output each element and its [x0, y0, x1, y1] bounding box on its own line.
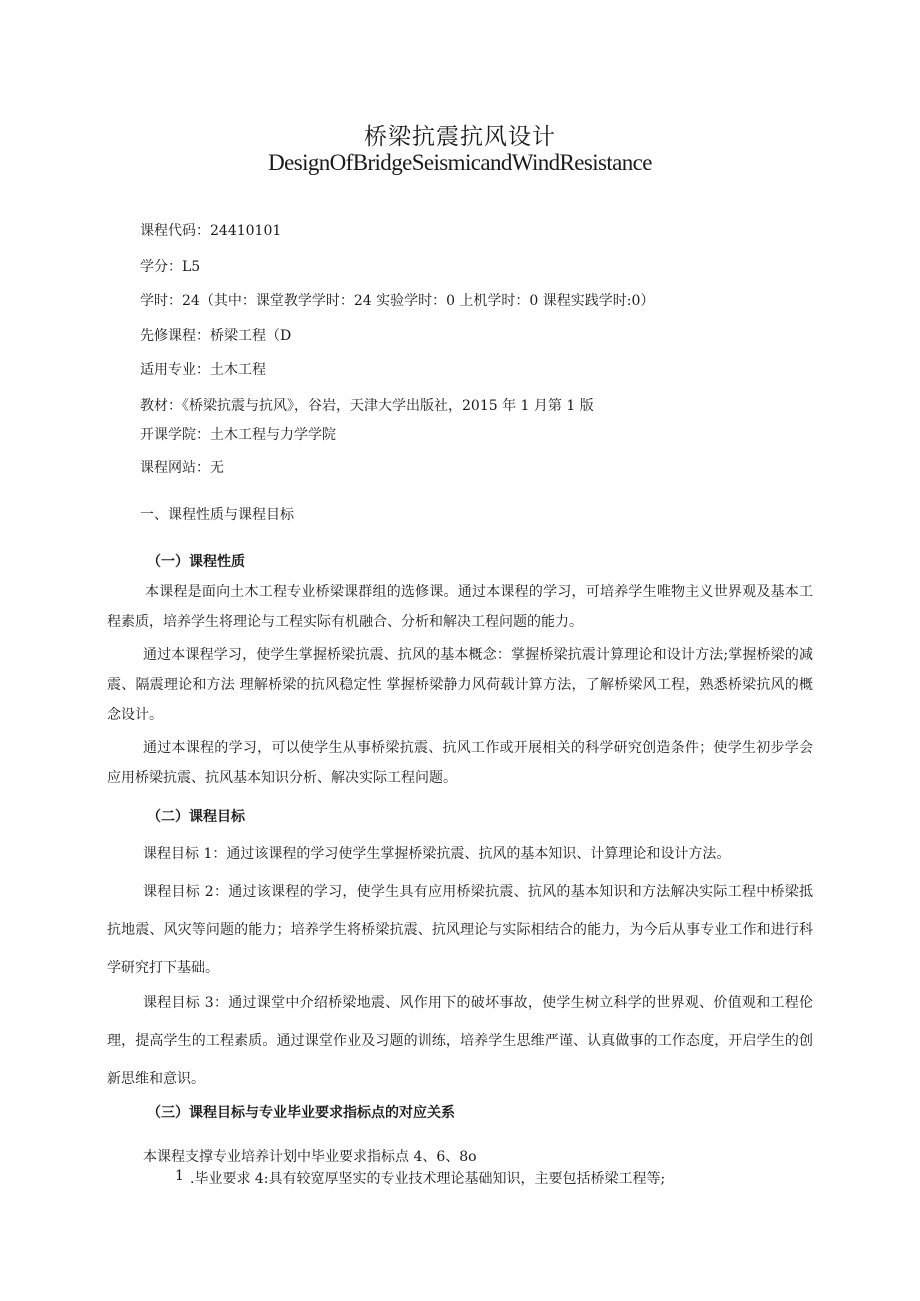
prerequisite-course: 先修课程：桥梁工程（D — [140, 328, 292, 344]
applicable-major: 适用专业：土木工程 — [140, 362, 266, 378]
course-title-english: DesignOfBridgeSeismicandWindResistance — [268, 150, 652, 175]
course-hours: 学时：24（其中：课堂教学学时：24 实验学时：0 上机学时：0 课程实践学时:0） — [140, 293, 655, 309]
course-title-chinese: 桥梁抗震抗风设计 — [364, 124, 556, 150]
offering-college: 开课学院：土木工程与力学学院 — [140, 427, 336, 443]
section-heading-1: 一、课程性质与课程目标 — [140, 507, 294, 523]
paragraph-course-nature-2: 通过本课程学习，使学生掌握桥梁抗震、抗风的基本概念：掌握桥梁抗震计算理论和设计方法;掌握桥梁的减震、隔震理论和方法 理解桥梁的抗风稳定性 掌握桥梁静力风荷载计算方法，了解桥梁风工程，熟悉桥梁抗风的概念设计。 — [107, 647, 813, 723]
course-code: 课程代码：24410101 — [140, 223, 282, 239]
list-item-number: 1 — [175, 1168, 184, 1184]
objective-1: 课程目标 1：通过该课程的学习使学生掌握桥梁抗震、抗风的基本知识、计算理论和设计方法。 — [143, 846, 731, 862]
objective-3: 课程目标 3：通过课堂中介绍桥梁地震、风作用下的破坏事故，使学生树立科学的世界观、价值观和工程伦理，提高学生的工程素质。通过课堂作业及习题的训练，培养学生思维严谨、认真做事的工作态度，开启学生的创新思维和意识。 — [107, 995, 813, 1087]
subsection-heading-objectives: （二）课程目标 — [147, 809, 245, 825]
textbook: 教材：《桥梁抗震与抗风》，谷岩，天津大学出版社，2015 年 1 月第 1 版 — [140, 398, 594, 414]
paragraph-course-nature-1: 本课程是面向土木工程专业桥梁课群组的选修课。通过本课程的学习，可培养学生唯物主义世界观及基本工程素质，培养学生将理论与工程实际有机融合、分析和解决工程问题的能力。 — [107, 584, 813, 630]
list-item-requirement-4: .毕业要求 4:具有较宽厚坚实的专业技术理论基础知识，主要包括桥梁工程等; — [190, 1171, 666, 1187]
paragraph-course-nature-3: 通过本课程的学习，可以使学生从事桥梁抗震、抗风工作或开展相关的科学研究创造条件；使学生初步学会应用桥梁抗震、抗风基本知识分析、解决实际工程问题。 — [107, 740, 813, 786]
course-credit: 学分：L5 — [140, 259, 201, 275]
course-website: 课程网站：无 — [140, 460, 224, 476]
objective-2: 课程目标 2：通过该课程的学习，使学生具有应用桥梁抗震、抗风的基本知识和方法解决实际工程中桥梁抵抗地震、风灾等问题的能力；培养学生将桥梁抗震、抗风理论与实际相结合的能力，为今后从事专业工作和进行科学研究打下基础。 — [107, 884, 813, 976]
subsection-heading-nature: （一）课程性质 — [147, 554, 245, 570]
subsection-heading-mapping: （三）课程目标与专业毕业要求指标点的对应关系 — [147, 1105, 455, 1121]
mapping-intro: 本课程支撑专业培养计划中毕业要求指标点 4、6、8o — [143, 1149, 477, 1165]
